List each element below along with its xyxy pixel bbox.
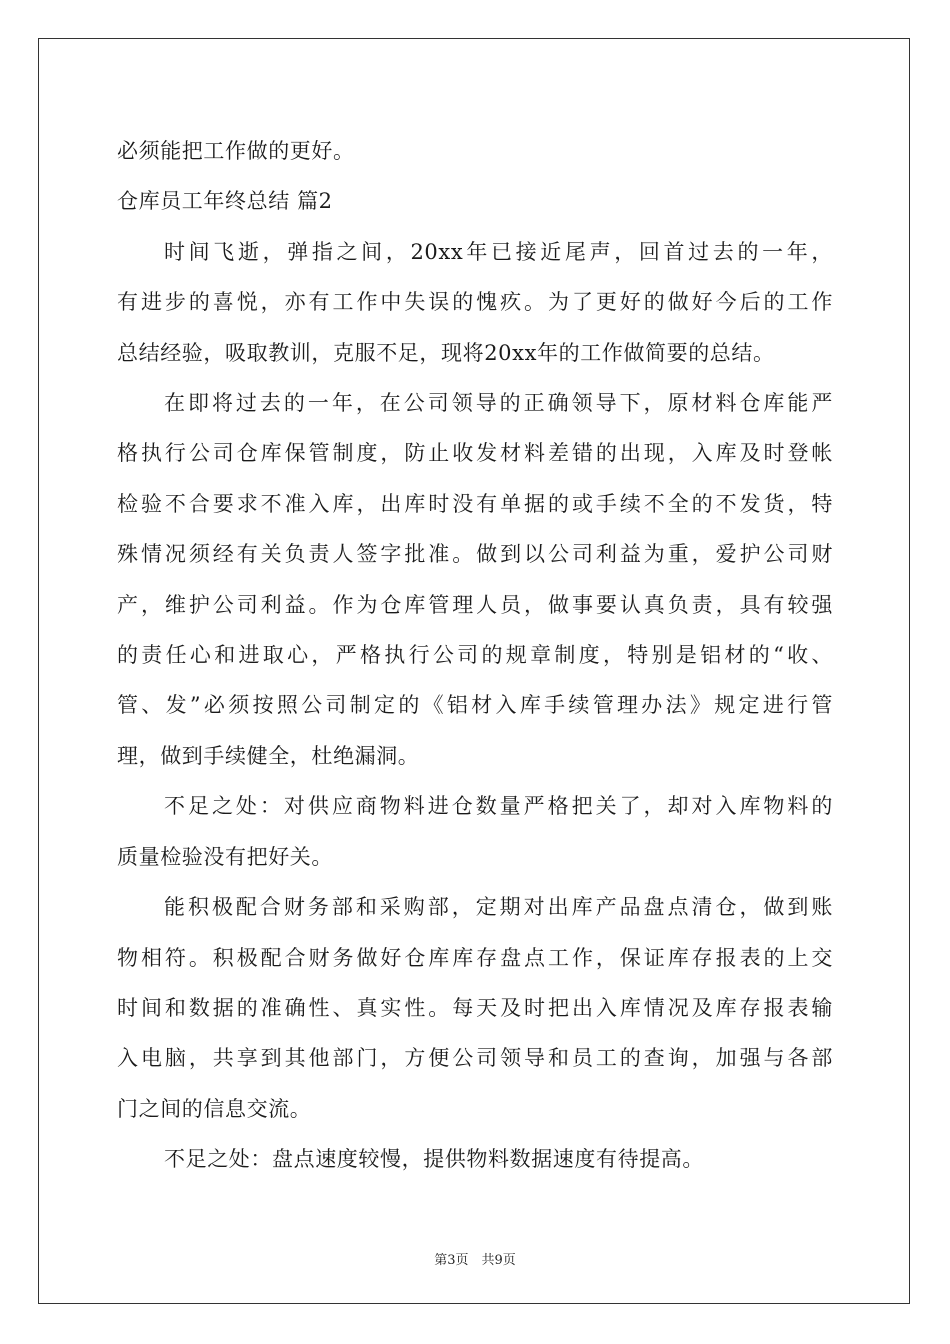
text-line: 门之间的信息交流。 xyxy=(117,1096,312,1121)
text-line: 能积极配合财务部和采购部，定期对出库产品盘点清仓，做到账 xyxy=(164,895,833,920)
text-line: 物相符。积极配合财务做好仓库库存盘点工作，保证库存报表的上交 xyxy=(117,945,833,970)
page-footer: 第3页 共9页 xyxy=(434,1253,516,1268)
text-line: 不足之处：盘点速度较慢，提供物料数据速度有待提高。 xyxy=(164,1147,704,1172)
text-line: 时间飞逝，弹指之间，20xx年已接近尾声，回首过去的一年， xyxy=(164,239,833,264)
text-line: 理，做到手续健全，杜绝漏洞。 xyxy=(117,743,420,768)
text-line: 管、发”必须按照公司制定的《铝材入库手续管理办法》规定进行管 xyxy=(117,693,833,718)
text-line: 不足之处：对供应商物料进仓数量严格把关了，却对入库物料的 xyxy=(164,794,833,819)
text-line: 质量检验没有把好关。 xyxy=(117,844,333,869)
text-line: 殊情况须经有关负责人签字批准。做到以公司利益为重，爱护公司财 xyxy=(117,542,833,567)
text-line: 格执行公司仓库保管制度，防止收发材料差错的出现，入库及时登帐 xyxy=(117,441,833,466)
text-line: 入电脑，共享到其他部门，方便公司领导和员工的查询，加强与各部 xyxy=(117,1046,833,1071)
text-line: 的责任心和进取心，严格执行公司的规章制度，特别是铝材的“收、 xyxy=(117,643,833,668)
text-line: 有进步的喜悦，亦有工作中失误的愧疚。为了更好的做好今后的工作 xyxy=(117,290,833,315)
text-line: 必须能把工作做的更好。 xyxy=(117,139,355,163)
section-heading: 仓库员工年终总结 篇2 xyxy=(117,189,333,214)
text-line: 在即将过去的一年，在公司领导的正确领导下，原材料仓库能严 xyxy=(164,391,833,416)
text-line: 检验不合要求不准入库，出库时没有单据的或手续不全的不发货，特 xyxy=(117,491,833,516)
document-body xyxy=(117,126,833,1185)
text-line: 时间和数据的准确性、真实性。每天及时把出入库情况及库存报表输 xyxy=(117,995,833,1020)
text-line: 总结经验，吸取教训，克服不足，现将20xx年的工作做简要的总结。 xyxy=(117,340,775,365)
text-line: 产，维护公司利益。作为仓库管理人员，做事要认真负责，具有较强 xyxy=(117,592,833,617)
